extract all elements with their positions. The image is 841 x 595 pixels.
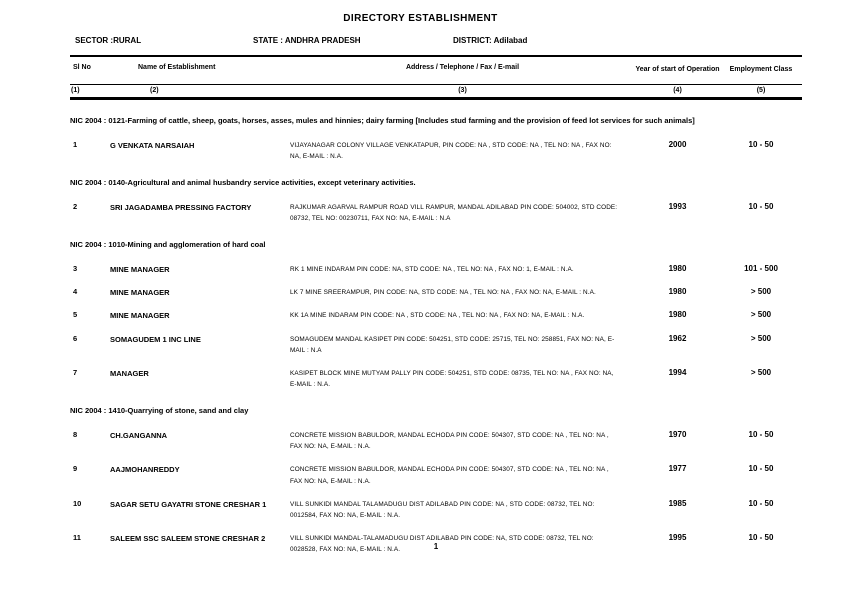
row-name: SAGAR SETU GAYATRI STONE CRESHAR 1: [110, 499, 267, 509]
row-class: > 500: [750, 333, 772, 343]
nic-section-heading: NIC 2004 : 1010-Mining and agglomeration of hard coal: [70, 240, 266, 250]
table-header-row: [70, 57, 802, 84]
column-number-3: (3): [458, 87, 467, 95]
row-name: AAJMOHANREDDY: [110, 465, 180, 475]
row-name: CH.GANGANNA: [110, 431, 168, 441]
row-name: G VENKATA NARSAIAH: [110, 140, 195, 150]
row-year: 1994: [668, 368, 687, 378]
row-year: 1970: [668, 430, 687, 440]
row-slno: 11: [73, 533, 81, 543]
row-address: LK 7 MINE SREERAMPUR, PIN CODE: NA, STD CODE: NA , TEL NO: NA , FAX NO: NA, E-MAIL : N.A.: [290, 289, 596, 297]
row-year: 1980: [668, 263, 687, 273]
row-slno: 1: [73, 139, 78, 149]
table-header-bottom-rule: [70, 97, 802, 100]
establishment-row: [70, 368, 802, 390]
row-name: MANAGER: [110, 369, 149, 379]
row-address: KASIPET BLOCK MINE MUTYAM PALLY PIN CODE: 504251, STD CODE: 08735, TEL NO: NA , FAX NO: NA, E-MAIL : N.A.: [290, 370, 614, 389]
column-header-class: Employment Class: [729, 66, 793, 73]
nic-section-heading: NIC 2004 : 0140-Agricultural and animal husbandry service activities, except veterinary activities.: [70, 178, 416, 188]
row-year: 1980: [668, 310, 687, 320]
row-slno: 5: [73, 310, 78, 320]
establishment-row: [70, 464, 802, 486]
row-slno: 8: [73, 430, 78, 440]
row-slno: 7: [73, 368, 78, 378]
row-slno: 9: [73, 464, 78, 474]
column-header-name: Name of Establishment: [138, 64, 216, 71]
row-slno: 10: [73, 498, 82, 508]
row-class: 10 - 50: [748, 498, 774, 508]
establishment-row: [70, 499, 802, 521]
row-address: RK 1 MINE INDARAM PIN CODE: NA, STD CODE: NA , TEL NO: NA , FAX NO: 1, E-MAIL : N.A.: [290, 265, 574, 273]
nic-section-heading: NIC 2004 : 0121-Farming of cattle, sheep, goats, horses, asses, mules and hinnies; dairy farming [Includes stud farming and the provision of feed lot services for such animals]: [70, 116, 695, 126]
column-header-slno: Sl No: [73, 64, 91, 71]
row-class: 101 - 500: [744, 263, 778, 273]
row-address: VIJAYANAGAR COLONY VILLAGE VENKATAPUR, PIN CODE: NA , STD CODE: NA , TEL NO: NA , FAX NO: NA, E-MAIL : N.A.: [290, 141, 612, 161]
row-name: SALEEM SSC SALEEM STONE CRESHAR 2: [110, 534, 266, 544]
column-header-address: Address / Telephone / Fax / E-mail: [405, 64, 520, 71]
row-year: 1985: [668, 498, 687, 508]
establishment-row: [70, 202, 802, 224]
row-address: RAJKUMAR AGARVAL RAMPUR ROAD VILL RAMPUR, MANDAL ADILABAD PIN CODE: 504002, STD CODE: 08732, TEL NO: 00230711, FAX NO: NA, E-MAIL : N.A: [290, 203, 618, 223]
row-address: VILL SUNKIDI MANDAL TALAMADUGU DIST ADILABAD PIN CODE: NA , STD CODE: 08732, TEL NO: 0012584, FAX NO: NA, E-MAIL : N.A.: [290, 500, 595, 520]
row-slno: 3: [73, 263, 78, 273]
row-slno: 4: [73, 287, 78, 297]
row-year: 1977: [668, 464, 687, 474]
row-year: 1980: [668, 287, 687, 297]
establishment-table: [70, 55, 802, 568]
row-address: SOMAGUDEM MANDAL KASIPET PIN CODE: 504251, STD CODE: 25715, TEL NO: 258851, FAX NO: NA, E-MAIL : N.A: [290, 335, 615, 354]
nic-section-heading: NIC 2004 : 1410-Quarrying of stone, sand and clay: [70, 406, 249, 416]
row-name: SOMAGUDEM 1 INC LINE: [110, 334, 201, 344]
establishment-row: [70, 310, 802, 321]
row-year: 1995: [668, 533, 687, 543]
row-name: MINE MANAGER: [110, 311, 170, 321]
row-address: CONCRETE MISSION BABULDOR, MANDAL ECHODA PIN CODE: 504307, STD CODE: NA , TEL NO: NA , FAX NO: NA, E-MAIL : N.A.: [290, 432, 609, 451]
row-class: 10 - 50: [748, 139, 774, 149]
row-class: 10 - 50: [748, 533, 774, 543]
row-name: SRI JAGADAMBA PRESSING FACTORY: [110, 202, 252, 212]
row-address: CONCRETE MISSION BABULDOR, MANDAL ECHODA PIN CODE: 504307, STD CODE: NA , TEL NO: NA , FAX NO: NA, E-MAIL : N.A.: [290, 466, 609, 485]
row-class: > 500: [750, 310, 772, 320]
state-label: STATE : ANDHRA PRADESH: [253, 36, 361, 45]
row-address: VILL SUNKIDI MANDAL-TALAMADUGU DIST ADILABAD PIN CODE: NA, STD CODE: 08732, TEL NO: 0028528, FAX NO: NA, E-MAIL : N.A.: [290, 535, 594, 554]
column-header-year: Year of start of Operation: [635, 66, 720, 73]
establishment-row: [70, 287, 802, 298]
establishment-row: [70, 334, 802, 356]
establishment-row: [70, 140, 802, 162]
row-name: MINE MANAGER: [110, 264, 170, 274]
column-number-5: (5): [756, 87, 766, 95]
page-number: 1: [433, 542, 439, 551]
establishment-row: [70, 264, 802, 275]
row-slno: 6: [73, 333, 78, 343]
row-year: 1993: [668, 201, 687, 211]
column-number-4: (4): [673, 87, 682, 95]
row-year: 1962: [668, 333, 687, 343]
row-class: > 500: [750, 368, 772, 378]
row-class: 10 - 50: [748, 430, 774, 440]
page-title: DIRECTORY ESTABLISHMENT: [343, 13, 498, 24]
row-name: MINE MANAGER: [110, 288, 170, 298]
row-class: 10 - 50: [748, 201, 774, 211]
row-year: 2000: [668, 139, 687, 149]
row-slno: 2: [73, 201, 78, 211]
row-class: 10 - 50: [748, 464, 774, 474]
district-label: DISTRICT: Adilabad: [453, 36, 528, 45]
sector-label: SECTOR :RURAL: [75, 36, 142, 45]
row-address: KK 1A MINE INDARAM PIN CODE: NA , STD CODE: NA , TEL NO: NA , FAX NO: NA, E-MAIL : N.A.: [290, 312, 585, 320]
table-body: [70, 115, 802, 556]
column-number-2: (2): [150, 87, 159, 95]
column-number-1: (1): [71, 87, 80, 95]
establishment-row: [70, 430, 802, 452]
column-number-row: [70, 85, 802, 97]
row-class: > 500: [750, 287, 772, 297]
